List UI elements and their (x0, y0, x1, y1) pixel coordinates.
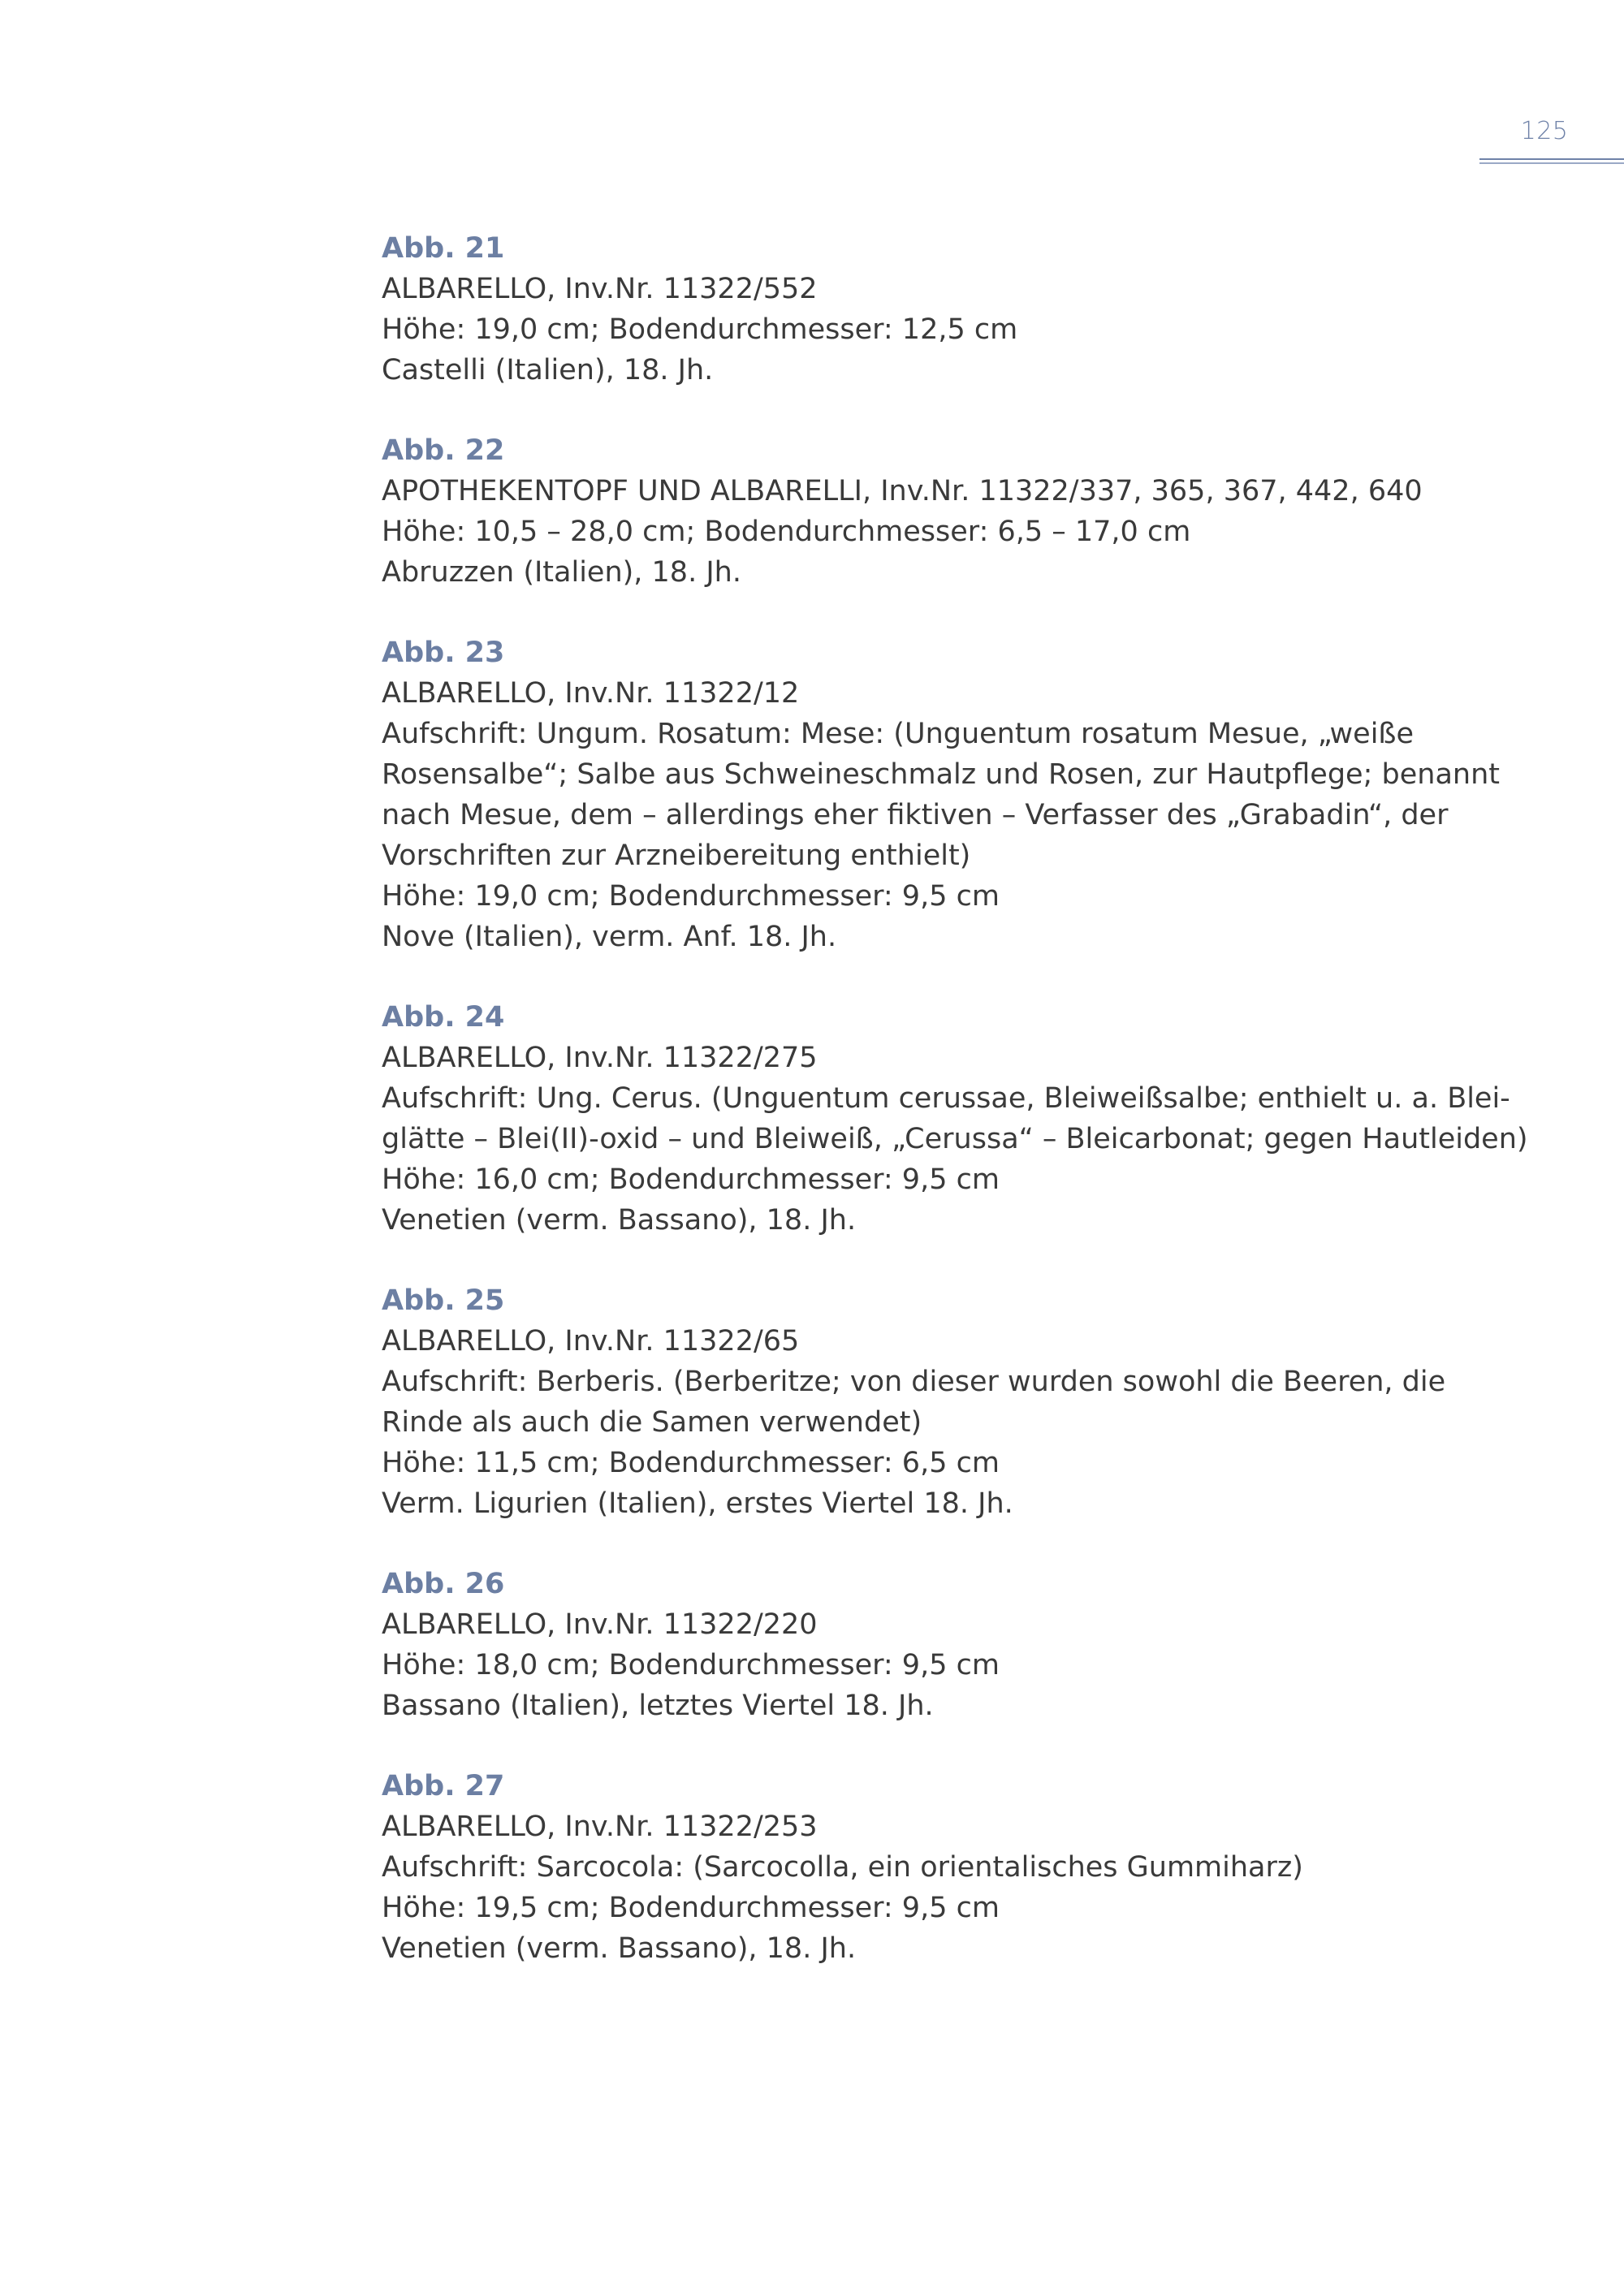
figure-label: Abb. 22 (382, 434, 505, 467)
page-number-rule (1479, 158, 1624, 160)
caption-line: Venetien (verm. Bassano), 18. Jh. (382, 1204, 857, 1237)
caption-entry (382, 1766, 1470, 1969)
caption-line: Aufschrift: Sarcocola: (Sarcocolla, ein orientalisches Gummiharz) (382, 1851, 1303, 1884)
figure-label: Abb. 24 (382, 1001, 505, 1034)
caption-entry (382, 632, 1500, 957)
caption-line: Höhe: 19,5 cm; Bodendurchmesser: 9,5 cm (382, 1892, 1000, 1924)
caption-line: ALBARELLO, Inv.Nr. 11322/253 (382, 1811, 818, 1843)
figure-label: Abb. 27 (382, 1770, 505, 1802)
caption-line: Höhe: 19,0 cm; Bodendurchmesser: 12,5 cm (382, 313, 1018, 346)
caption-line: Höhe: 16,0 cm; Bodendurchmesser: 9,5 cm (382, 1163, 1000, 1196)
caption-line: Vorschriften zur Arzneibereitung enthielt) (382, 840, 971, 872)
caption-line: Rosensalbe“; Salbe aus Schweineschmalz und Rosen, zur Hautpflege; benannt (382, 758, 1500, 791)
caption-line: Aufschrift: Berberis. (Berberitze; von dieser wurden sowohl die Beeren, die (382, 1366, 1446, 1398)
caption-line: ALBARELLO, Inv.Nr. 11322/275 (382, 1042, 818, 1074)
caption-line: ALBARELLO, Inv.Nr. 11322/220 (382, 1608, 818, 1641)
caption-line: Nove (Italien), verm. Anf. 18. Jh. (382, 921, 837, 953)
caption-line: Höhe: 10,5 – 28,0 cm; Bodendurchmesser: 6,5 – 17,0 cm (382, 516, 1191, 548)
caption-entry (382, 997, 1528, 1241)
page-number-rule-secondary (1479, 162, 1624, 164)
caption-line: ALBARELLO, Inv.Nr. 11322/552 (382, 273, 818, 305)
figure-label: Abb. 26 (382, 1568, 505, 1600)
caption-line: ALBARELLO, Inv.Nr. 11322/12 (382, 677, 800, 710)
caption-line: APOTHEKENTOPF UND ALBARELLI, Inv.Nr. 11322/337, 365, 367, 442, 640 (382, 475, 1423, 507)
figure-label: Abb. 21 (382, 232, 505, 265)
caption-line: glätte – Blei(II)-oxid – und Bleiweiß, „Cerussa“ – Bleicarbonat; gegen Hautleiden) (382, 1123, 1528, 1155)
caption-line: Bassano (Italien), letztes Viertel 18. Jh. (382, 1690, 934, 1722)
caption-entry (382, 228, 1470, 391)
caption-line: Venetien (verm. Bassano), 18. Jh. (382, 1932, 857, 1965)
caption-line: Aufschrift: Ungum. Rosatum: Mese: (Unguentum rosatum Mesue, „weiße (382, 718, 1415, 750)
caption-line: Höhe: 19,0 cm; Bodendurchmesser: 9,5 cm (382, 880, 1000, 913)
caption-line: Rinde als auch die Samen verwendet) (382, 1406, 922, 1439)
caption-line: Verm. Ligurien (Italien), erstes Viertel 18. Jh. (382, 1487, 1013, 1520)
figure-label: Abb. 25 (382, 1284, 505, 1317)
caption-line: ALBARELLO, Inv.Nr. 11322/65 (382, 1325, 800, 1358)
caption-line: Castelli (Italien), 18. Jh. (382, 354, 714, 386)
caption-entry (382, 430, 1470, 593)
caption-line: Höhe: 18,0 cm; Bodendurchmesser: 9,5 cm (382, 1649, 1000, 1681)
caption-entry (382, 1564, 1470, 1726)
figure-label: Abb. 23 (382, 637, 505, 669)
page-number: 125 (1520, 117, 1569, 145)
caption-entry (382, 1280, 1470, 1524)
caption-line: Abruzzen (Italien), 18. Jh. (382, 556, 741, 589)
caption-line: Aufschrift: Ung. Cerus. (Unguentum cerussae, Bleiweißsalbe; enthielt u. a. Blei- (382, 1082, 1510, 1115)
caption-line: Höhe: 11,5 cm; Bodendurchmesser: 6,5 cm (382, 1447, 1000, 1479)
caption-list (382, 228, 1528, 1969)
caption-line: nach Mesue, dem – allerdings eher fiktiven – Verfasser des „Grabadin“, der (382, 799, 1449, 831)
